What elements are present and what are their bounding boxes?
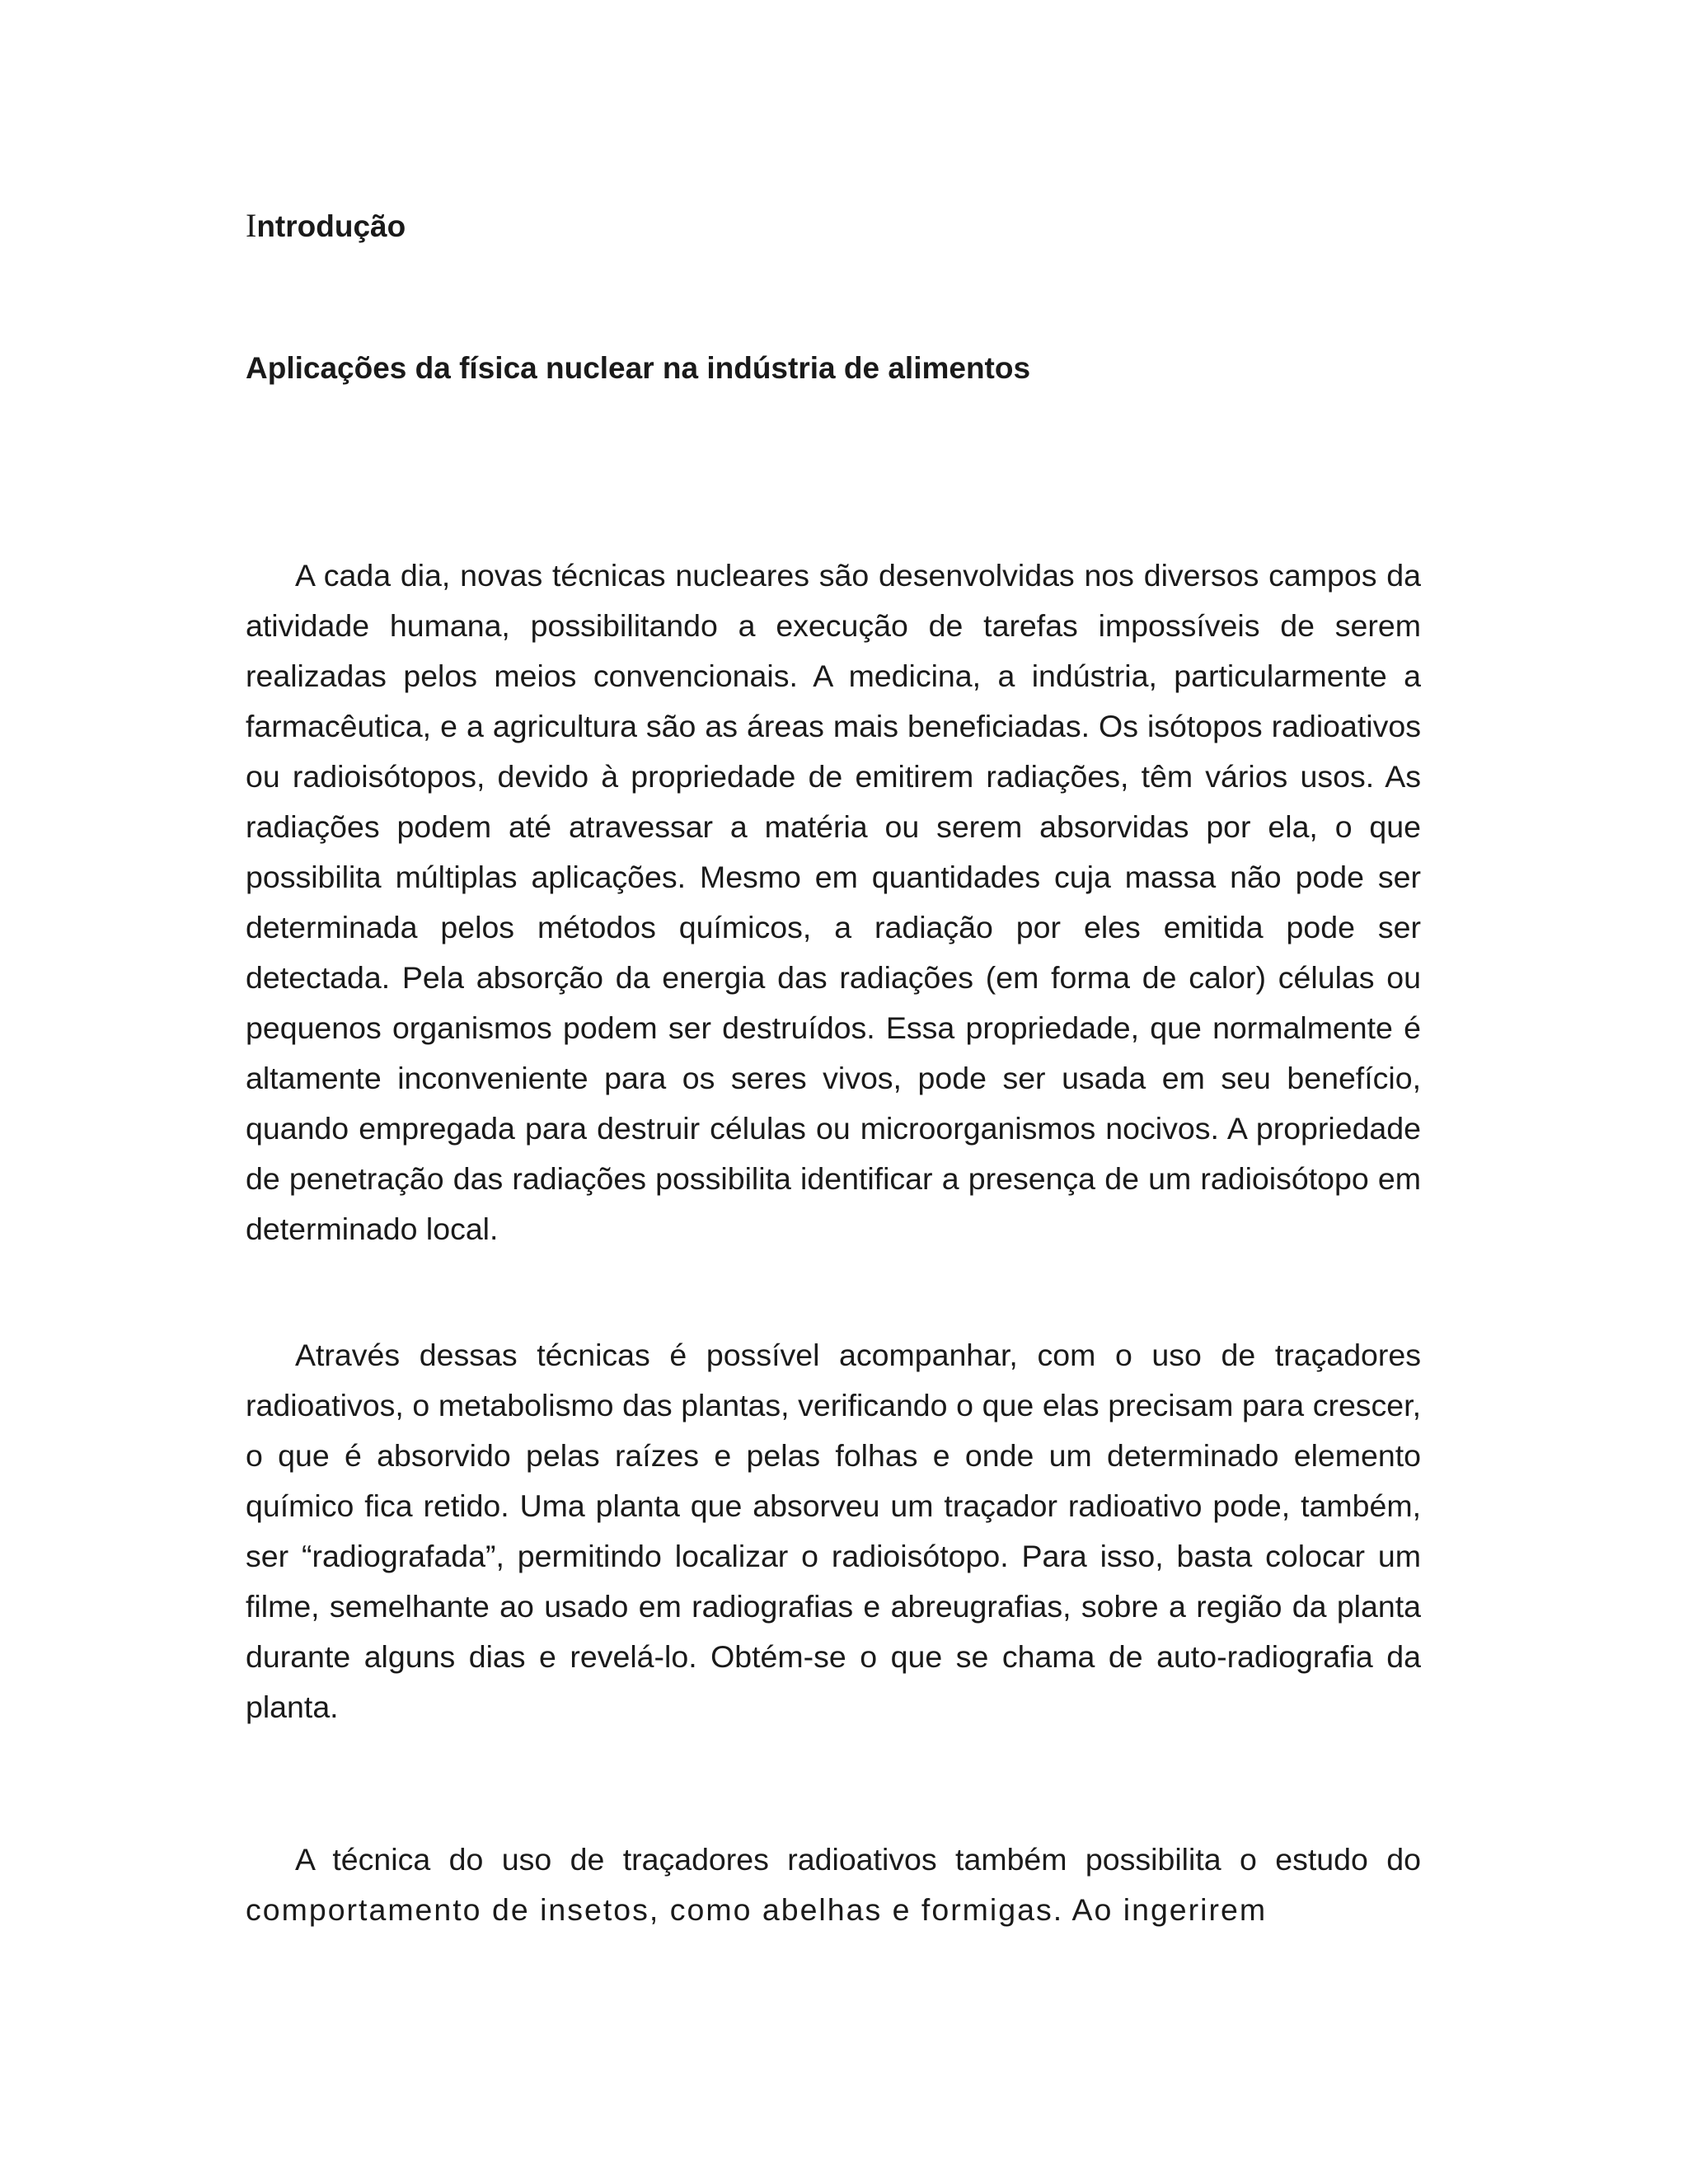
heading-rest: ntrodução [256,209,406,243]
paragraph-3-line-1: A técnica do uso de traçadores radioativos também possibilita o estudo do [295,1842,1421,1877]
heading-first-letter: I [246,207,257,244]
paragraph-3 [246,1835,1421,1935]
paragraph-2: Através dessas técnicas é possível acompanhar, com o uso de traçadores radioativos, o metabolismo das plantas, verificando o que elas precisam para crescer, o que é absorvido pelas raízes e pelas folhas e onde um determinado elemento químico fica retido. Uma planta que absorveu um traçador radioativo pode, também, ser “radiografada”, permitindo localizar o radioisótopo. Para isso, basta colocar um filme, semelhante ao usado em radiografias e abreugrafias, sobre a região da planta durante alguns dias e revelá-lo. Obtém-se o que se chama de auto-radiografia da planta. [246,1338,1421,1724]
paragraph-1: A cada dia, novas técnicas nucleares são desenvolvidas nos diversos campos da atividade humana, possibilitando a execução de tarefas impossíveis de serem realizadas pelos meios convencionais. A medicina, a indústria, particularmente a farmacêutica, e a agricultura são as áreas mais beneficiadas. Os isótopos radioativos ou radioisótopos, devido à propriedade de emitirem radiações, têm vários usos. As radiações podem até atravessar a matéria ou serem absorvidas por ela, o que possibilita múltiplas aplicações. Mesmo em quantidades cuja massa não pode ser determinada pelos métodos químicos, a radiação por eles emitida pode ser detectada. Pela absorção da energia das radiações (em forma de calor) células ou pequenos organismos podem ser destruídos. Essa propriedade, que normalmente é altamente inconveniente para os seres vivos, pode ser usada em seu benefício, quando empregada para destruir células ou microorganismos nocivos. A propriedade de penetração das radiações possibilita identificar a presença de um radioisótopo em determinado local. [246,558,1421,1246]
heading-aplicacoes: Aplicações da física nuclear na indústria de alimentos [246,351,1031,385]
heading-introducao [246,208,406,245]
paragraph-3-line-2: comportamento de insetos, como abelhas e formigas. Ao ingerirem [246,1892,1268,1927]
